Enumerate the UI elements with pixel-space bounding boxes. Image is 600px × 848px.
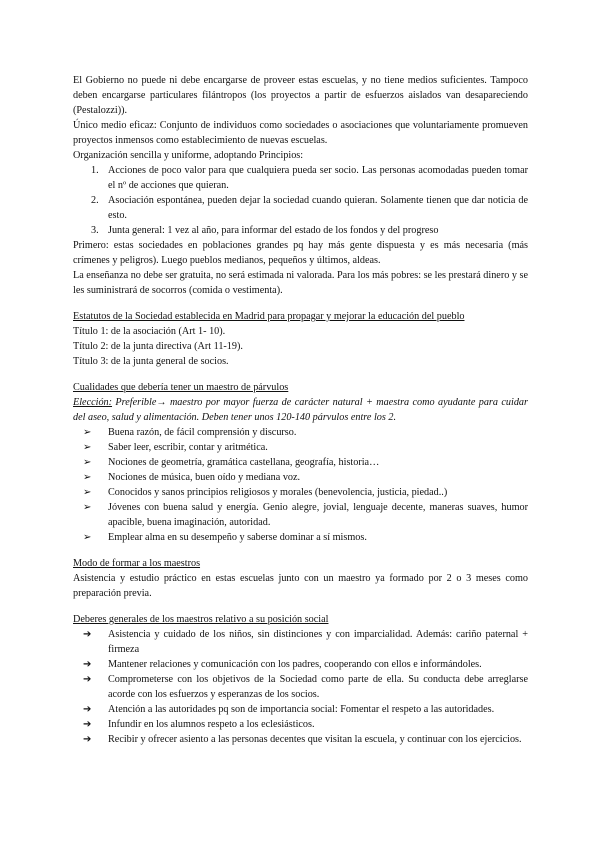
modo-heading: Modo de formar a los maestros: [73, 558, 201, 569]
list-item: [73, 657, 528, 672]
intro-paragraph-4: Primero: estas sociedades en poblaciones grandes pq hay más gente dispuesta y es más necesaria (más crímenes y peligros). Luego pueblos medianos, pequeños y últimos, aldeas.: [73, 240, 528, 266]
principle-item: [73, 193, 528, 223]
list-item-text: Saber leer, escribir, contar y aritmética.: [108, 442, 268, 453]
list-item-text: Comprometerse con los objetivos de la Sociedad como parte de ella. Su conducta debe arreglarse acorde con los esfuerzos y esperanzas de los socios.: [108, 674, 528, 700]
modo-text: Asistencia y estudio práctico en estas escuelas junto con un maestro ya formado por 2 o 3 meses como preparación previa.: [73, 573, 528, 599]
arrowhead-bullet-icon: ➢: [83, 532, 92, 543]
list-item-text: Buena razón, de fácil comprensión y discurso.: [108, 427, 297, 438]
right-arrow-bullet-icon: ➔: [83, 719, 92, 730]
right-arrow-bullet-icon: ➔: [83, 629, 92, 640]
estatutos-heading: Estatutos de la Sociedad establecida en Madrid para propagar y mejorar la educación del pueblo: [73, 311, 465, 322]
list-item: [73, 627, 528, 657]
list-item-text: Atención a las autoridades pq son de importancia social: Fomentar el respeto a las autoridades.: [108, 704, 495, 715]
right-arrow-bullet-icon: ➔: [83, 659, 92, 670]
principles-list: [73, 163, 528, 238]
list-item: [73, 500, 528, 530]
arrowhead-bullet-icon: ➢: [83, 502, 92, 513]
list-item-text: Jóvenes con buena salud y energía. Genio alegre, jovial, lenguaje decente, maneras suaves, humor apacible, buena imaginación, autoridad.: [108, 502, 528, 528]
intro-paragraph-1: El Gobierno no puede ni debe encargarse de proveer estas escuelas, y no tiene medios suficientes. Tampoco deben encargarse particulares filántropos (los proyectos a partir de esfuerzos aislados van desapareciendo (Pestalozzi)).: [73, 75, 528, 116]
list-item: [73, 485, 528, 500]
deberes-heading: Deberes generales de los maestros relativo a su posición social: [73, 614, 329, 625]
eleccion-label: Elección:: [73, 397, 113, 408]
estatutos-item: Título 2: de la junta directiva (Art 11-19).: [73, 341, 243, 352]
principle-number: 3.: [91, 225, 99, 236]
principle-text: Junta general: 1 vez al año, para informar del estado de los fondos y del progreso: [108, 225, 439, 236]
cualidades-list: [73, 425, 528, 545]
principle-number: 2.: [91, 195, 99, 206]
cualidades-heading: Cualidades que debería tener un maestro de párvulos: [73, 382, 289, 393]
list-item-text: Recibir y ofrecer asiento a las personas decentes que visitan la escuela, y continuar con los ejercicios.: [108, 734, 522, 745]
arrowhead-bullet-icon: ➢: [83, 442, 92, 453]
deberes-list: [73, 627, 528, 747]
intro-paragraph-5: La enseñanza no debe ser gratuita, no será estimada ni valorada. Para los más pobres: se les prestará dinero y se les suministrará de socorros (comida o vestimenta).: [73, 270, 528, 296]
list-item: [73, 530, 528, 545]
list-item: [73, 702, 528, 717]
arrowhead-bullet-icon: ➢: [83, 457, 92, 468]
estatutos-item: Título 1: de la asociación (Art 1- 10).: [73, 326, 226, 337]
right-arrow-bullet-icon: ➔: [83, 704, 92, 715]
list-item: [73, 717, 528, 732]
list-item-text: Conocidos y sanos principios religiosos y morales (benevolencia, justicia, piedad..): [108, 487, 448, 498]
principle-text: Asociación espontánea, pueden dejar la sociedad cuando quieran. Solamente tienen que dar noticia de esto.: [108, 195, 528, 221]
list-item-text: Nociones de geometría, gramática castellana, geografía, historia…: [108, 457, 380, 468]
list-item: [73, 732, 528, 747]
list-item: [73, 425, 528, 440]
list-item-text: Mantener relaciones y comunicación con los padres, cooperando con ellos e informándoles.: [108, 659, 482, 670]
principle-item: [73, 223, 528, 238]
list-item: [73, 672, 528, 702]
list-item: [73, 470, 528, 485]
intro-paragraph-2: Único medio eficaz: Conjunto de individuos como sociedades o asociaciones que voluntariamente promueven proyectos inmensos como establecimiento de nuevas escuelas.: [73, 120, 528, 146]
principle-number: 1.: [91, 165, 99, 176]
eleccion-text: Preferible→ maestro por mayor fuerza de carácter natural + maestra como ayudante para cuidar del aseo, salud y alimentación. Deben tener unos 120-140 párvulos entre los 2.: [73, 397, 528, 423]
list-item-text: Asistencia y cuidado de los niños, sin distinciones y con imparcialidad. Además: cariño paternal + firmeza: [108, 629, 528, 655]
list-item-text: Emplear alma en su desempeño y saberse dominar a sí mismos.: [108, 532, 367, 543]
eleccion-paragraph: [73, 395, 528, 425]
right-arrow-bullet-icon: ➔: [83, 734, 92, 745]
list-item: [73, 440, 528, 455]
list-item-text: Nociones de música, buen oído y mediana voz.: [108, 472, 301, 483]
arrowhead-bullet-icon: ➢: [83, 472, 92, 483]
principle-text: Acciones de poco valor para que cualquiera pueda ser socio. Las personas acomodadas pueden tomar el nº de acciones que quieran.: [108, 165, 528, 191]
arrowhead-bullet-icon: ➢: [83, 427, 92, 438]
right-arrow-bullet-icon: ➔: [83, 674, 92, 685]
arrowhead-bullet-icon: ➢: [83, 487, 92, 498]
estatutos-item: Título 3: de la junta general de socios.: [73, 356, 229, 367]
document-page: [73, 73, 528, 747]
list-item: [73, 455, 528, 470]
list-item-text: Infundir en los alumnos respeto a los eclesiásticos.: [108, 719, 315, 730]
principle-item: [73, 163, 528, 193]
intro-paragraph-3: Organización sencilla y uniforme, adoptando Principios:: [73, 150, 304, 161]
